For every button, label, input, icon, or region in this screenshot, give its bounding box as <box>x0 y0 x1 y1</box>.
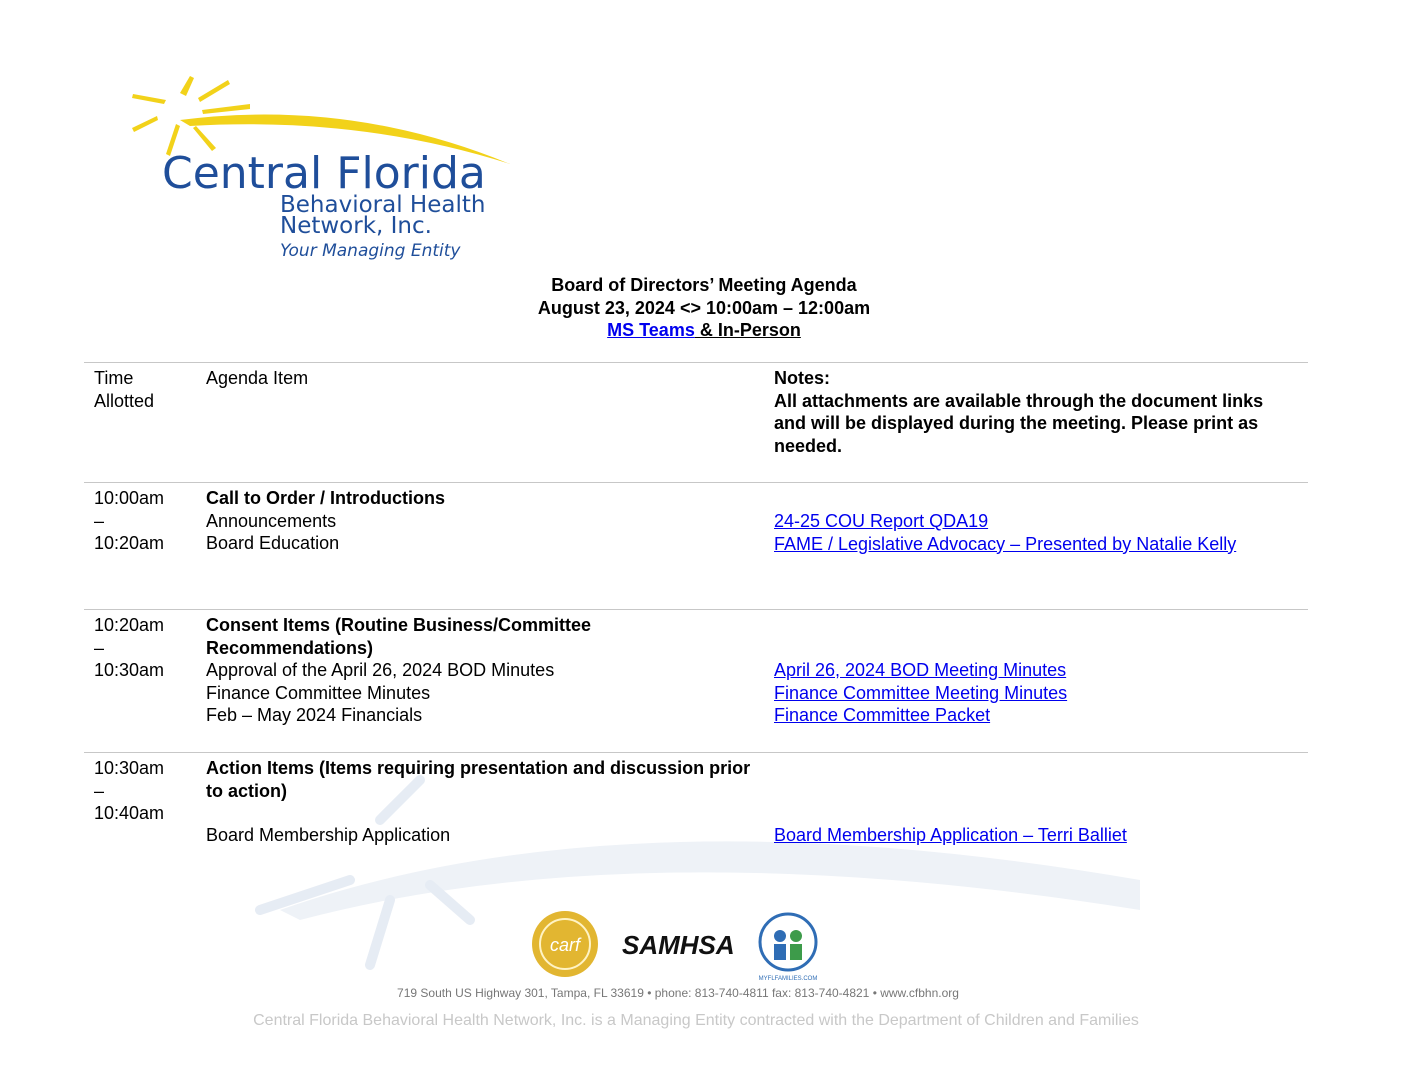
organization-logo <box>130 68 520 268</box>
notes-header: Notes: All attachments are available through the document links and will be displayed during the meeting. Please print as needed. <box>774 367 1294 457</box>
logo-line-2: Behavioral Health <box>280 192 486 218</box>
agenda-item: Approval of the April 26, 2024 BOD Minutes <box>206 660 555 680</box>
meeting-location <box>0 319 1408 342</box>
ms-teams-link[interactable]: MS Teams <box>607 320 695 340</box>
footer-note: Central Florida Behavioral Health Network, Inc. is a Managing Entity contracted with the Department of Children and Families <box>253 1012 1139 1029</box>
section-time: 10:20am – 10:30am <box>94 615 165 680</box>
divider <box>84 752 1308 753</box>
logo-line-3: Network, Inc. <box>280 213 432 239</box>
dcf-logo-icon <box>759 914 818 982</box>
cou-report-link[interactable]: 24-25 COU Report QDA19 <box>774 511 989 531</box>
logo-line-1: Central Florida <box>162 148 486 199</box>
bod-minutes-link[interactable]: April 26, 2024 BOD Meeting Minutes <box>774 660 1067 680</box>
agenda-item: Announcements <box>206 510 337 531</box>
agenda-item: Feb – May 2024 Financials <box>206 705 423 725</box>
location-tail: & In-Person <box>694 320 801 340</box>
svg-text:carf: carf <box>549 935 581 955</box>
time-header: Time Allotted <box>94 368 155 411</box>
logo-tagline: Your Managing Entity <box>280 241 461 261</box>
samhsa-logo-icon <box>622 930 735 960</box>
meeting-date: August 23, 2024 <> 10:00am – 12:00am <box>537 298 871 318</box>
divider <box>84 362 1308 363</box>
finance-packet-link[interactable]: Finance Committee Packet <box>774 705 991 725</box>
membership-application-link[interactable]: Board Membership Application – Terri Balliet <box>774 825 1127 845</box>
svg-text:SAMHSA: SAMHSA <box>622 930 735 960</box>
section-title: Action Items (Items requiring presentation and discussion prior to action) <box>206 758 751 801</box>
section-time: 10:00am – 10:20am <box>94 488 165 553</box>
agenda-item: Finance Committee Minutes <box>206 682 431 703</box>
finance-minutes-link[interactable]: Finance Committee Meeting Minutes <box>774 682 1068 703</box>
section-time: 10:30am – 10:40am <box>94 758 165 823</box>
agenda-item: Board Membership Application <box>206 825 451 845</box>
divider <box>84 609 1308 610</box>
agenda-item-header: Agenda Item <box>206 368 309 388</box>
agenda-item: Board Education <box>206 533 340 553</box>
divider <box>84 482 1308 483</box>
fame-advocacy-link[interactable]: FAME / Legislative Advocacy – Presented by Natalie Kelly <box>774 533 1237 554</box>
notes-body: All attachments are available through the document links and will be displayed during the meeting. Please print as needed. <box>774 390 1264 456</box>
section-title: Call to Order / Introductions <box>206 488 446 508</box>
accreditation-logos <box>530 906 830 982</box>
agenda-title: Board of Directors’ Meeting Agenda <box>551 275 857 295</box>
section-title: Consent Items (Routine Business/Committee Recommendations) <box>206 615 592 658</box>
svg-text:MYFLFAMILIES.COM: MYFLFAMILIES.COM <box>758 976 818 982</box>
carf-seal-icon <box>532 911 598 977</box>
footer-address: 719 South US Highway 301, Tampa, FL 33619 • phone: 813-740-4811 fax: 813-740-4821 • www.cfbhn.org <box>397 986 959 1000</box>
